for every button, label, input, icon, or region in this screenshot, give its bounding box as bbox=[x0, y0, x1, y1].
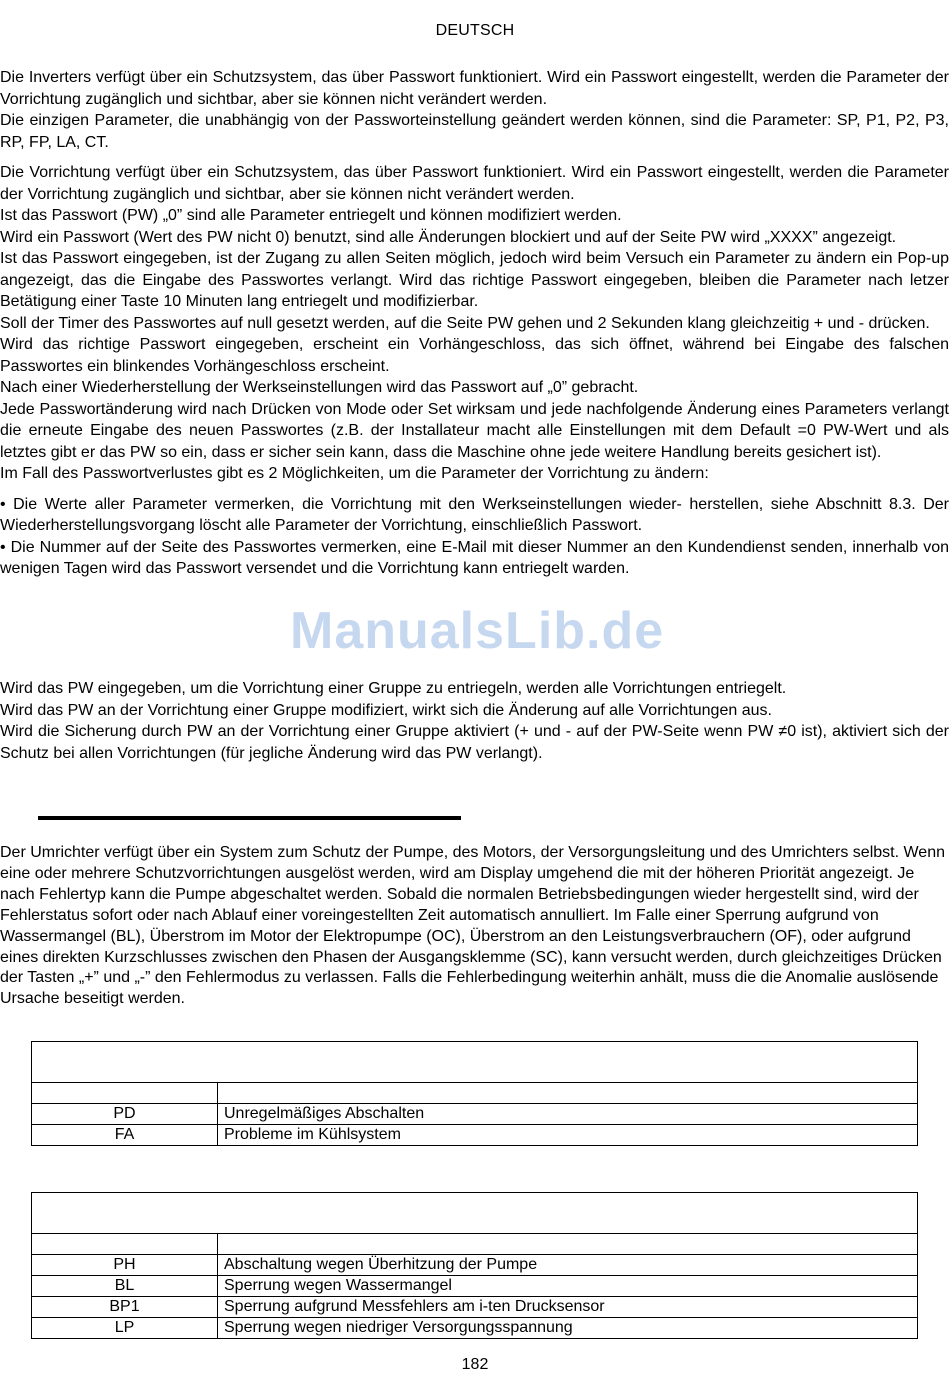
table-header-cell bbox=[32, 1083, 218, 1104]
error-description: Probleme im Kühlsystem bbox=[218, 1125, 918, 1146]
password-paragraph: Im Fall des Passwortverlustes gibt es 2 Möglichkeiten, um die Parameter der Vorrichtung zu ändern: bbox=[0, 465, 709, 482]
error-code: PD bbox=[32, 1104, 218, 1125]
group-paragraph: Wird die Sicherung durch PW an der Vorrichtung einer Gruppe aktiviert (+ und - auf der PW-Seite wenn PW ≠0 ist), aktiviert sich der Schutz bei allen Vorrichtungen (für jegliche Änderung wird das PW verlangt). bbox=[0, 723, 949, 762]
error-code: FA bbox=[32, 1125, 218, 1146]
group-paragraph: Wird das PW an der Vorrichtung einer Gruppe modifiziert, wirkt sich die Änderung auf alle Vorrichtungen aus. bbox=[0, 701, 772, 719]
password-paragraph: Soll der Timer des Passwortes auf null gesetzt werden, auf die Seite PW gehen und 2 Sekunden klang gleichzeitig + und - drücken. bbox=[0, 314, 930, 332]
page-header: DEUTSCH bbox=[435, 22, 515, 39]
table-row bbox=[32, 1276, 918, 1297]
error-description: Sperrung wegen Wassermangel bbox=[218, 1276, 918, 1297]
password-paragraph: Ist das Passwort eingegeben, ist der Zugang zu allen Seiten möglich, jedoch wird beim Versuch ein Parameter zu ändern ein Pop-up angezeigt, das die Eingabe des Passwortes verlangt. Wird das richtige Passwort eingegeben, bleiben die Parameter nach letzer Betätigung einer Taste 10 Minuten lang entriegelt und modifizierbar. bbox=[0, 250, 949, 310]
intro-section bbox=[0, 67, 949, 580]
table-header-cell bbox=[218, 1234, 918, 1255]
table-row bbox=[32, 1297, 918, 1318]
group-section bbox=[0, 678, 949, 764]
section-rule bbox=[38, 816, 461, 820]
error-description: Sperrung wegen niedriger Versorgungsspannung bbox=[218, 1318, 918, 1339]
table-title-cell bbox=[32, 1042, 918, 1083]
table-header-cell bbox=[32, 1234, 218, 1255]
group-paragraph: Wird das PW eingegeben, um die Vorrichtung einer Gruppe zu entriegeln, werden alle Vorrichtungen entriegelt. bbox=[0, 680, 787, 697]
password-paragraph: Wird ein Passwort (Wert des PW nicht 0) benutzt, sind alle Änderungen blockiert und auf der Seite PW wird „XXXX” angezeigt. bbox=[0, 228, 897, 246]
protection-section bbox=[0, 843, 945, 1010]
table-title-cell bbox=[32, 1193, 918, 1234]
intro-paragraph: Die Inverters verfügt über ein Schutzsystem, das über Passwort funktioniert. Wird ein Passwort eingestellt, werden die Parameter der Vorrichtung zugänglich und sichtbar, aber sie können nicht verändert werden. bbox=[0, 69, 949, 108]
error-code: LP bbox=[32, 1318, 218, 1339]
error-description: Sperrung aufgrund Messfehlers am i-ten Drucksensor bbox=[218, 1297, 918, 1318]
password-paragraph: Nach einer Wiederherstellung der Werkseinstellungen wird das Passwort auf „0” gebracht. bbox=[0, 379, 639, 396]
error-code: BL bbox=[32, 1276, 218, 1297]
table-row bbox=[32, 1125, 918, 1146]
password-paragraph: Die Vorrichtung verfügt über ein Schutzsystem, das über Passwort funktioniert. Wird ein Passwort eingestellt, werden die Parameter der Vorrichtung zugänglich und sichtbar, aber sie können nicht verändert werden. bbox=[0, 164, 949, 203]
protection-paragraph: Der Umrichter verfügt über ein System zum Schutz der Pumpe, des Motors, der Versorgungsleitung und des Umrichters selbst. Wenn eine oder mehrere Schutzvorrichtungen ausgelöst werden, wird am Display umgehend die mit der höheren Priorität angezeigt. Je nach Fehlertyp kann die Pumpe abgeschaltet werden. Sobald die normalen Betriebsbedingungen wieder hergestellt sind, wird der Fehlerstatus sofort oder nach Ablauf einer voreingestellten Zeit automatisch annulliert. Im Falle einer Sperrung aufgrund von Wassermangel (BL), Überstrom im Motor der Elektropumpe (OC), Überstrom an den Leistungsverbrauchern (OF), oder aufgrund eines direkten Kurzschlusses zwischen den Phasen der Ausgangsklemme (SC), kann versucht werden, durch gleichzeitiges Drücken der Tasten „+” und „-” den Fehlermodus zu verlassen. Falls die Fehlerbedingung weiterhin anhält, muss die die Anomalie auslösende Ursache beseitigt werden. bbox=[0, 844, 945, 1008]
bullet-item: • Die Nummer auf der Seite des Passwortes vermerken, eine E-Mail mit dieser Nummer an den Kundendienst senden, innerhalb von wenigen Tagen wird das Passwort versendet und die Vorrichtung kann entriegelt warden. bbox=[0, 538, 949, 577]
password-paragraph: Ist das Passwort (PW) „0” sind alle Parameter entriegelt und können modifiziert werden. bbox=[0, 207, 622, 224]
table-row bbox=[32, 1318, 918, 1339]
watermark-logo: ManualsLib.de bbox=[290, 602, 665, 660]
bullet-item: • Die Werte aller Parameter vermerken, die Vorrichtung mit den Werkseinstellungen wieder- herstellen, siehe Abschnitt 8.3. Der Wiederherstellungsvorgang löscht alle Parameter der Vorrichtung, einschließlich Passwort. bbox=[0, 495, 949, 534]
table-header-cell bbox=[218, 1083, 918, 1104]
error-description: Unregelmäßiges Abschalten bbox=[218, 1104, 918, 1125]
table-row bbox=[32, 1255, 918, 1276]
error-table-1 bbox=[31, 1041, 918, 1146]
error-table-2 bbox=[31, 1192, 918, 1339]
error-description: Abschaltung wegen Überhitzung der Pumpe bbox=[218, 1255, 918, 1276]
intro-paragraph: Die einzigen Parameter, die unabhängig von der Passworteinstellung geändert werden können, sind die Parameter: SP, P1, P2, P3, RP, FP, LA, CT. bbox=[0, 112, 949, 151]
password-paragraph: Jede Passwortänderung wird nach Drücken von Mode oder Set wirksam und jede nachfolgende Änderung eines Parameters verlangt die erneute Eingabe des neuen Passwortes (z.B. der Installateur macht alle Einstellungen mit dem Default =0 PW-Wert und als letztes gibt er das PW so ein, dass er sicher sein kann, dass die Maschine ohne jede weitere Handlung bereits gesichert ist). bbox=[0, 400, 949, 461]
error-code: PH bbox=[32, 1255, 218, 1276]
error-code: BP1 bbox=[32, 1297, 218, 1318]
password-paragraph: Wird das richtige Passwort eingegeben, erscheint ein Vorhängeschloss, das sich öffnet, während bei Eingabe des falschen Passwortes ein blinkendes Vorhängeschloss erscheint. bbox=[0, 336, 949, 375]
page-number: 182 bbox=[461, 1356, 489, 1373]
table-row bbox=[32, 1104, 918, 1125]
